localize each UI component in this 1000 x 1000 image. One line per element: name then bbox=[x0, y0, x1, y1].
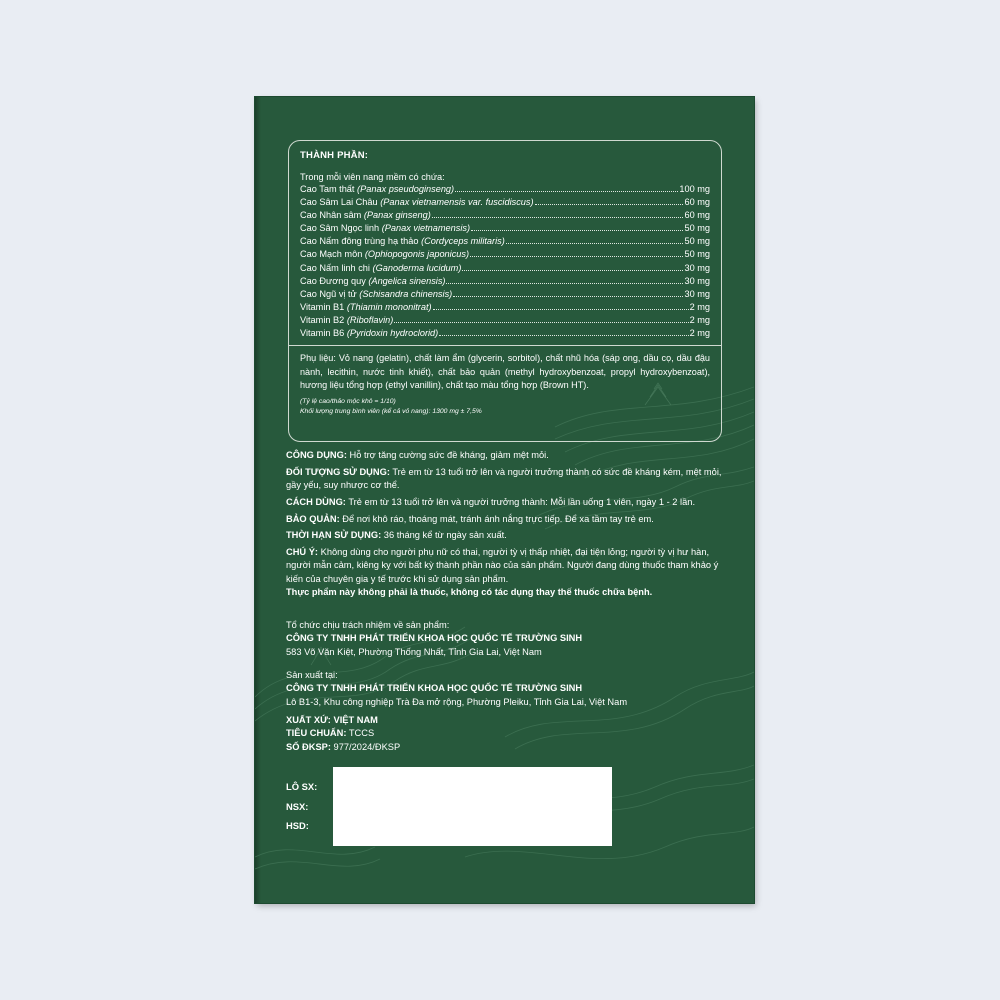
ingredients-panel bbox=[288, 140, 722, 442]
leader-dots bbox=[394, 322, 688, 323]
standard-label: TIÊU CHUẨN: bbox=[286, 728, 347, 739]
target-paragraph bbox=[286, 466, 726, 493]
leader-dots bbox=[439, 335, 688, 336]
origin-value: VIỆT NAM bbox=[330, 715, 378, 725]
weight-note: Khối lượng trung bình viên (kể cả vỏ nang): 1300 mg ± 7,5% bbox=[300, 408, 482, 416]
ingredient-common-name: Cao Sâm Lai Châu bbox=[300, 197, 378, 208]
ingredient-row bbox=[300, 314, 710, 327]
ingredient-row bbox=[300, 327, 710, 340]
ingredient-common-name: Vitamin B6 bbox=[300, 328, 345, 339]
ingredient-amount: 60 mg bbox=[684, 210, 710, 221]
ingredient-row bbox=[300, 196, 710, 209]
origin-label: XUẤT XỨ: bbox=[286, 715, 331, 725]
ingredient-latin-name: (Ganoderma lucidum) bbox=[372, 262, 462, 273]
leader-dots bbox=[455, 191, 678, 192]
registration-value: 977/2024/ĐKSP bbox=[330, 741, 401, 752]
ingredients-title: THÀNH PHẦN: bbox=[300, 150, 369, 161]
storage-paragraph bbox=[286, 513, 726, 526]
ingredient-latin-name: (Panax vietnamensis) bbox=[381, 223, 471, 234]
ingredient-row bbox=[300, 248, 710, 261]
caution-label: CHÚ Ý: bbox=[286, 546, 319, 557]
disclaimer-text: Thực phẩm này không phải là thuốc, không có tác dụng thay thế thuốc chữa bệnh. bbox=[286, 587, 653, 598]
registration-label: SỐ ĐKSP: bbox=[286, 741, 331, 752]
ingredient-name bbox=[300, 275, 445, 288]
standard-value: TCCS bbox=[346, 728, 375, 739]
ingredient-amount: 30 mg bbox=[684, 275, 710, 286]
ingredient-common-name: Vitamin B1 bbox=[300, 301, 345, 312]
ingredient-latin-name: (Riboflavin) bbox=[346, 314, 394, 325]
shelf-life-label: THỜI HẠN SỬ DỤNG: bbox=[286, 530, 382, 541]
ingredient-row bbox=[300, 209, 710, 222]
leader-dots bbox=[462, 270, 683, 271]
ingredient-name bbox=[300, 183, 454, 196]
uses-label: CÔNG DỤNG: bbox=[286, 450, 347, 460]
ingredient-common-name: Cao Nhân sâm bbox=[300, 210, 362, 221]
ingredient-amount: 60 mg bbox=[684, 197, 710, 208]
ingredient-latin-name: (Thiamin mononitrat) bbox=[346, 301, 432, 312]
manufacturer-address: Lô B1-3, Khu công nghiệp Trà Đa mở rộng, Phường Pleiku, Tỉnh Gia Lai, Việt Nam bbox=[286, 696, 628, 707]
ingredient-row bbox=[300, 275, 710, 288]
ingredient-name bbox=[300, 327, 438, 340]
ingredient-common-name: Cao Sâm Ngọc linh bbox=[300, 223, 380, 234]
leader-dots bbox=[535, 204, 684, 205]
storage-text: Để nơi khô ráo, thoáng mát, tránh ánh nắng trực tiếp. Để xa tầm tay trẻ em. bbox=[339, 513, 654, 524]
ingredient-amount: 50 mg bbox=[684, 236, 710, 247]
storage-label: BẢO QUẢN: bbox=[286, 513, 340, 524]
howto-label: CÁCH DÙNG: bbox=[286, 496, 346, 507]
ingredient-name bbox=[300, 288, 452, 301]
howto-paragraph bbox=[286, 496, 726, 509]
ingredient-common-name: Cao Nấm linh chi bbox=[300, 262, 370, 273]
responsible-company-name: CÔNG TY TNHH PHÁT TRIỂN KHOA HỌC QUỐC TẾ TRƯỜNG SINH bbox=[286, 633, 583, 644]
ingredient-common-name: Cao Nấm đông trùng hạ thảo bbox=[300, 236, 419, 247]
leader-dots bbox=[453, 296, 683, 297]
leader-dots bbox=[471, 230, 683, 231]
leader-dots bbox=[470, 256, 683, 257]
manufacturer-intro: Sản xuất tại: bbox=[286, 670, 338, 680]
ingredient-name bbox=[300, 222, 470, 235]
responsible-company-section bbox=[286, 619, 726, 659]
uses-paragraph bbox=[286, 449, 726, 462]
ingredients-intro: Trong mỗi viên nang mềm có chứa: bbox=[300, 172, 445, 182]
ingredient-row bbox=[300, 235, 710, 248]
ingredient-row bbox=[300, 288, 710, 301]
ingredient-common-name: Cao Tam thất bbox=[300, 184, 355, 194]
target-text: Trẻ em từ 13 tuổi trở lên và người trưởng thành có sức đề kháng kém, mệt mỏi, gầy yếu, suy nhược cơ thể. bbox=[286, 466, 722, 491]
ingredient-amount: 2 mg bbox=[689, 301, 710, 312]
ingredient-amount: 100 mg bbox=[679, 184, 710, 194]
origin-section bbox=[286, 714, 726, 754]
ingredient-latin-name: (Schisandra chinensis) bbox=[359, 288, 453, 299]
lot-label: LÔ SX: bbox=[286, 781, 318, 792]
responsible-intro: Tổ chức chịu trách nhiệm về sản phẩm: bbox=[286, 620, 450, 630]
caution-text: Không dùng cho người phụ nữ có thai, người tỳ vị thấp nhiệt, đại tiện lỏng; người tỳ vị hư hàn, người mẫn cảm, kiêng kỵ với bất kỳ thành phần nào của sản phẩm. Người đang dùng thuốc tham khảo ý kiến của chuyên gia y tế trước khi sử dụng sản phẩm. bbox=[286, 546, 719, 584]
target-label: ĐỐI TƯỢNG SỬ DỤNG: bbox=[286, 466, 390, 477]
ingredient-name bbox=[300, 209, 431, 222]
product-box-back bbox=[255, 97, 754, 903]
ingredient-latin-name: (Pyridoxin hydroclorid) bbox=[346, 328, 439, 339]
ingredient-name bbox=[300, 314, 393, 327]
caution-paragraph bbox=[286, 546, 726, 586]
lot-date-print-area bbox=[333, 767, 612, 846]
manufacturer-section bbox=[286, 669, 726, 709]
ingredient-name bbox=[300, 301, 432, 314]
origin-line bbox=[286, 714, 726, 727]
ingredient-amount: 30 mg bbox=[684, 262, 710, 273]
standard-line bbox=[286, 727, 726, 740]
ratio-note: (Tỷ lệ cao/thảo mộc khô = 1/10) bbox=[300, 397, 396, 405]
ingredient-name bbox=[300, 262, 461, 275]
ingredient-amount: 50 mg bbox=[684, 223, 710, 234]
ingredient-row bbox=[300, 222, 710, 235]
shelf-life-paragraph bbox=[286, 529, 726, 542]
excipients-text: Phụ liệu: Vỏ nang (gelatin), chất làm ẩm (glycerin, sorbitol), chất nhũ hóa (sáp ong, dầu cọ, dầu đậu nành, lecithin, nước tinh khiết), chất bảo quản (methyl hydroxybenzoat, propyl hydroxybenzoat), hương liệu tổng hợp (ethyl vanillin), chất tạo màu tổng hợp (Brown HT). bbox=[300, 353, 710, 391]
ingredient-list bbox=[300, 183, 710, 340]
leader-dots bbox=[506, 243, 684, 244]
ingredient-latin-name: (Ophiopogonis japonicus) bbox=[364, 249, 470, 260]
ingredient-latin-name: (Panax ginseng) bbox=[363, 210, 431, 221]
ingredient-amount: 30 mg bbox=[684, 288, 710, 299]
mfg-date-label: NSX: bbox=[286, 801, 309, 812]
ingredient-name bbox=[300, 196, 534, 209]
ingredient-row bbox=[300, 183, 710, 196]
leader-dots bbox=[433, 309, 689, 310]
usage-section bbox=[286, 449, 726, 600]
ingredient-latin-name: (Angelica sinensis) bbox=[368, 275, 446, 286]
panel-divider bbox=[289, 345, 721, 346]
ingredient-amount: 50 mg bbox=[684, 249, 710, 260]
ingredient-name bbox=[300, 235, 505, 248]
uses-text: Hỗ trợ tăng cường sức đề kháng, giảm mệt mỏi. bbox=[346, 450, 549, 460]
shelf-life-text: 36 tháng kể từ ngày sản xuất. bbox=[381, 530, 507, 541]
ingredient-latin-name: (Panax vietnamensis var. fuscidiscus) bbox=[380, 197, 534, 208]
registration-line bbox=[286, 741, 726, 754]
ingredient-amount: 2 mg bbox=[689, 314, 710, 325]
ingredient-common-name: Vitamin B2 bbox=[300, 314, 345, 325]
ingredient-row bbox=[300, 301, 710, 314]
ingredient-common-name: Cao Đương quy bbox=[300, 275, 366, 286]
ingredient-common-name: Cao Ngũ vị tử bbox=[300, 288, 357, 299]
ingredient-common-name: Cao Mạch môn bbox=[300, 249, 363, 260]
responsible-company-address: 583 Võ Văn Kiệt, Phường Thống Nhất, Tỉnh Gia Lai, Việt Nam bbox=[286, 646, 542, 657]
ingredient-latin-name: (Cordyceps militaris) bbox=[421, 236, 505, 247]
exp-date-label: HSD: bbox=[286, 820, 309, 831]
manufacturer-name: CÔNG TY TNHH PHÁT TRIỂN KHOA HỌC QUỐC TẾ TRƯỜNG SINH bbox=[286, 683, 583, 694]
ingredient-row bbox=[300, 262, 710, 275]
ingredient-name bbox=[300, 248, 469, 261]
leader-dots bbox=[446, 283, 683, 284]
howto-text: Trẻ em từ 13 tuổi trở lên và người trưởng thành: Mỗi lần uống 1 viên, ngày 1 - 2 lần. bbox=[345, 496, 696, 507]
leader-dots bbox=[432, 217, 684, 218]
ingredient-amount: 2 mg bbox=[689, 328, 710, 339]
ingredient-latin-name: (Panax pseudoginseng) bbox=[357, 184, 455, 194]
